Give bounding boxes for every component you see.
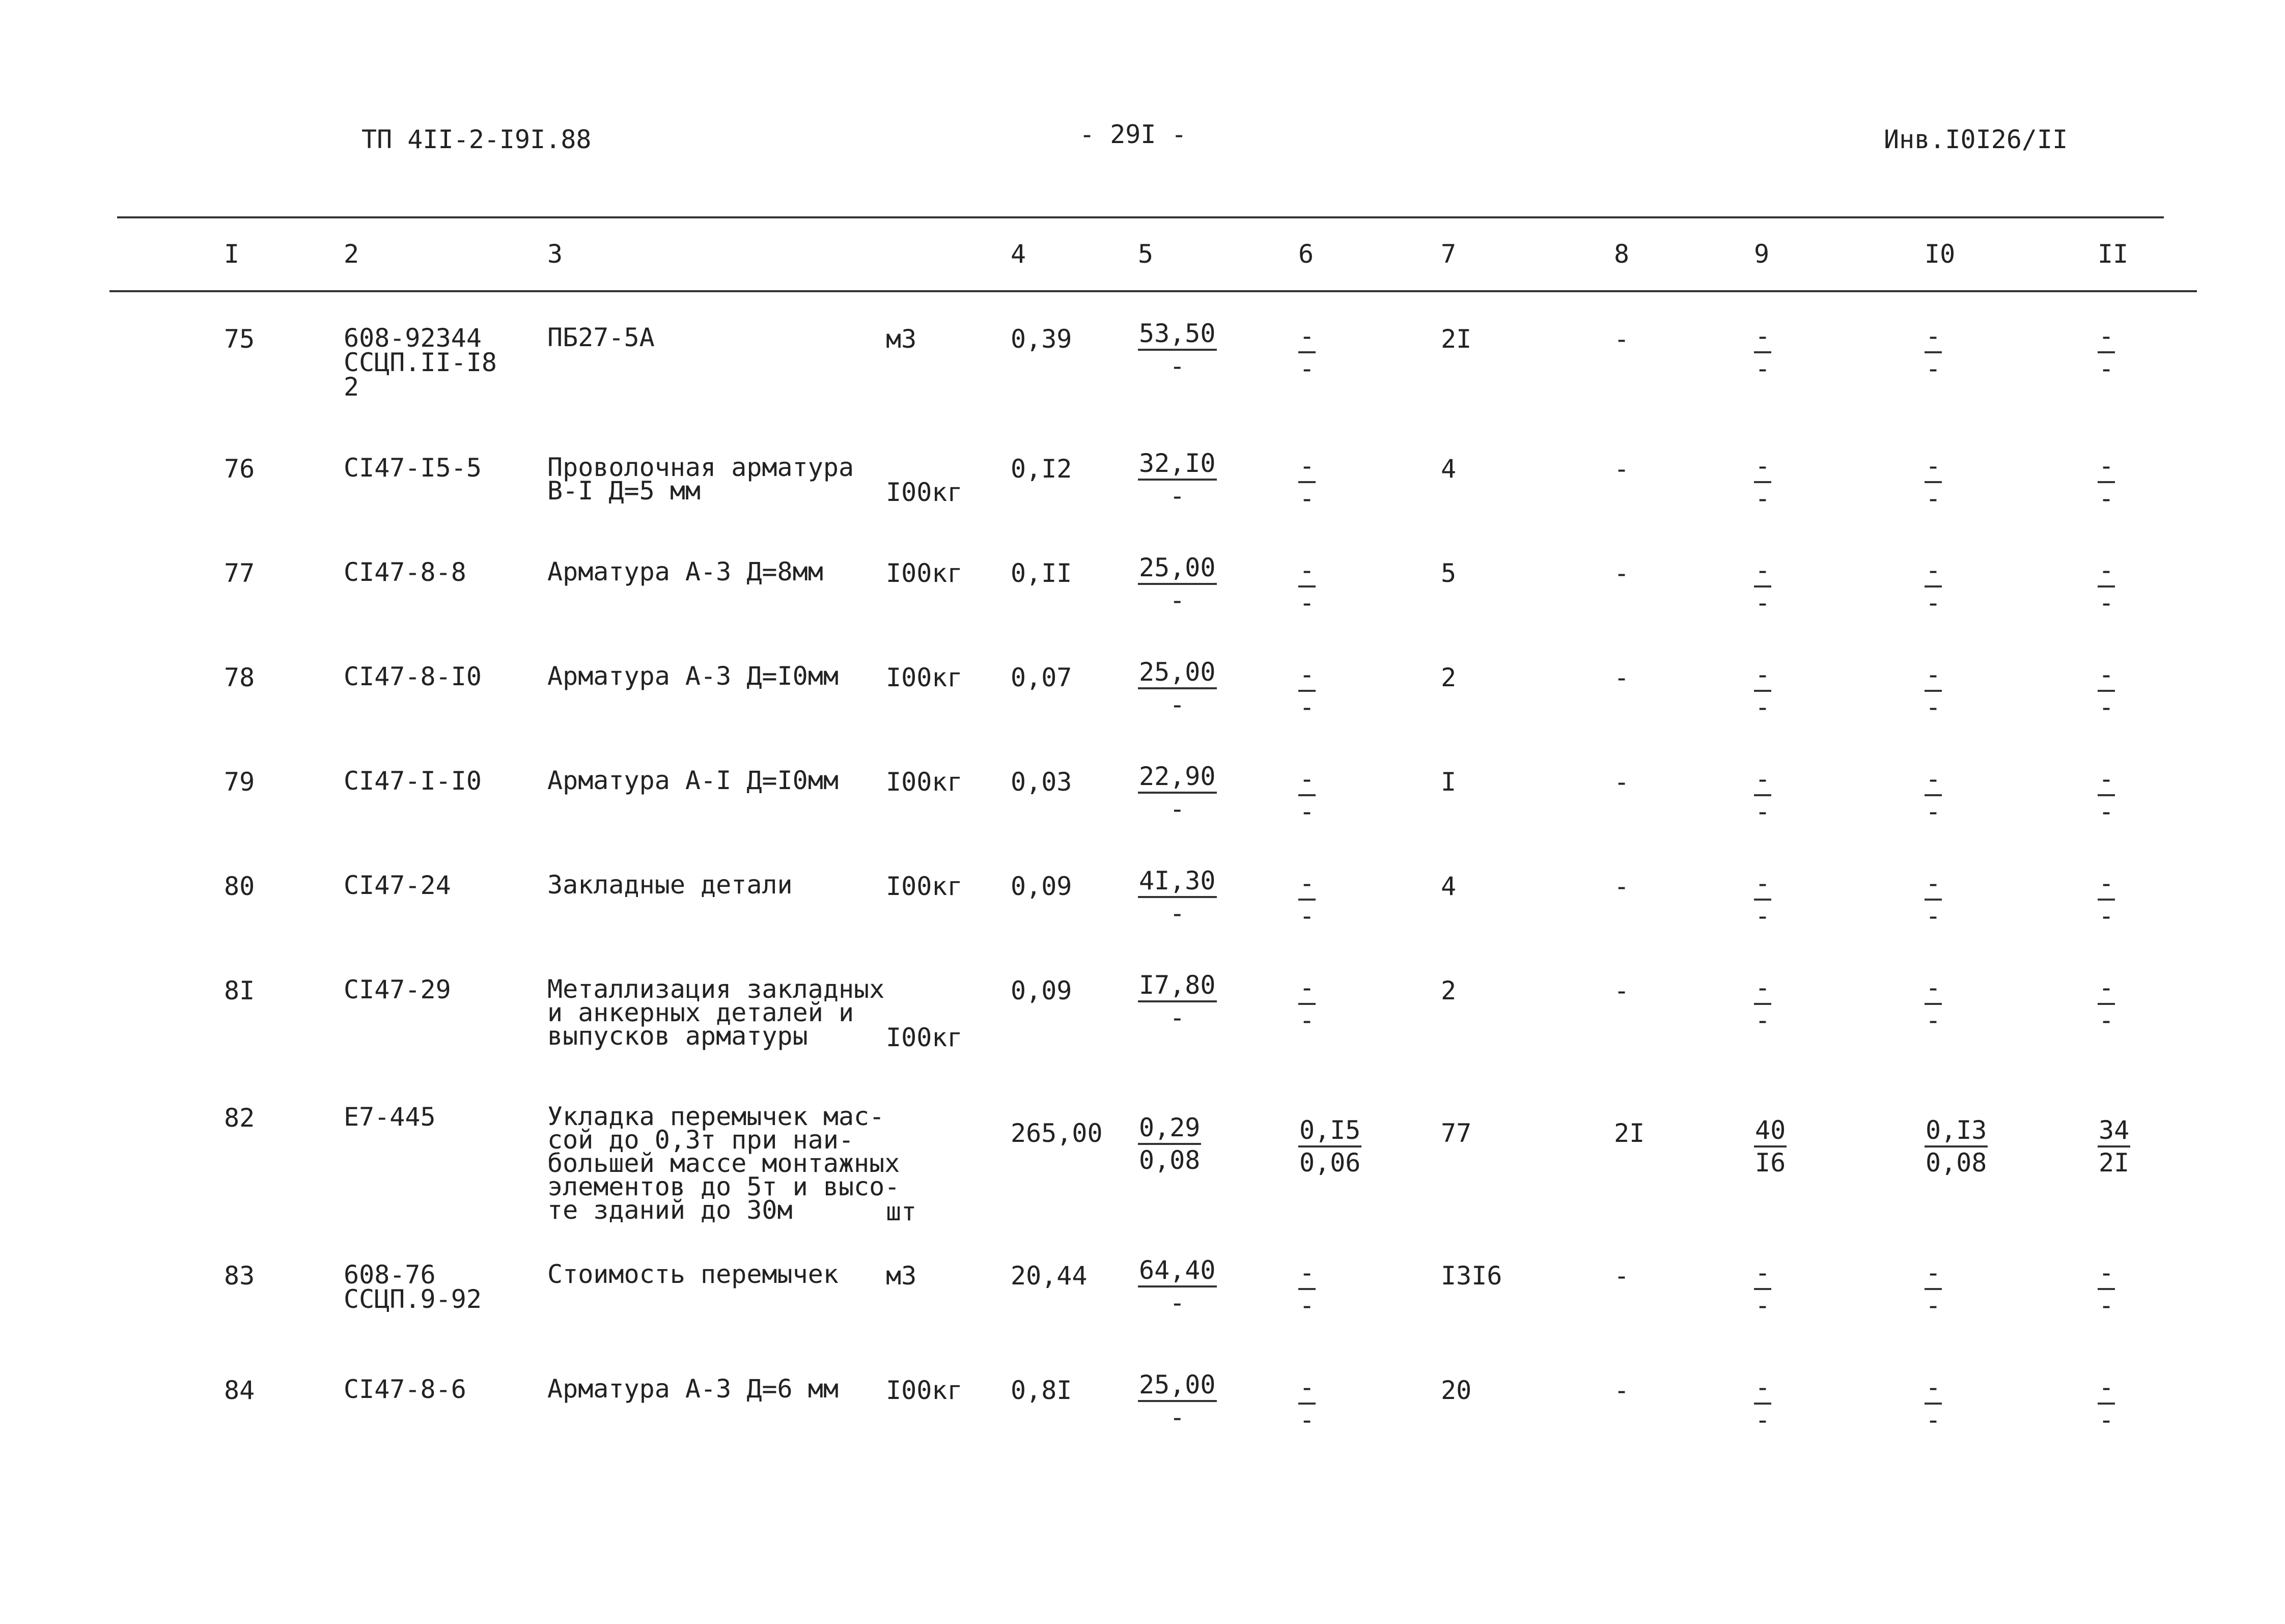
row-col6-fraction bbox=[1298, 451, 1316, 514]
row-col8: - bbox=[1614, 324, 1630, 354]
row-name: Стоимость перемычек bbox=[547, 1259, 839, 1289]
row-col7: 2I bbox=[1441, 324, 1472, 354]
row-col10-fraction-denominator: - bbox=[1926, 588, 1941, 618]
row-col9-fraction bbox=[1754, 555, 1771, 618]
row-col11-fraction bbox=[2098, 451, 2115, 514]
row-col6-fraction-numerator: - bbox=[1298, 1257, 1316, 1290]
row-col9-fraction bbox=[1754, 868, 1771, 931]
row-col6-fraction-denominator: - bbox=[1299, 1005, 1315, 1035]
row-col6-fraction-numerator: - bbox=[1298, 764, 1316, 796]
row-name: Укладка перемычек мас- сой до 0,3т при наи- большей массе монтажных элементов до 5т и высо- те зданий до 30м bbox=[547, 1102, 900, 1225]
row-col5-fraction-numerator: 22,90 bbox=[1138, 761, 1217, 794]
row-col8: - bbox=[1614, 976, 1630, 1005]
page-number: - 29I - bbox=[1079, 120, 1187, 149]
row-col11-fraction-numerator: - bbox=[2098, 1372, 2115, 1405]
row-col9-fraction-numerator: - bbox=[1754, 659, 1771, 692]
row-col5-fraction-numerator: 0,29 bbox=[1138, 1112, 1201, 1145]
row-col9-fraction-denominator: - bbox=[1755, 901, 1771, 931]
row-col7: 2 bbox=[1441, 976, 1457, 1005]
row-col7: 4 bbox=[1441, 872, 1457, 901]
row-unit: шт bbox=[886, 1197, 917, 1226]
row-col10-fraction-numerator: - bbox=[1925, 1372, 1942, 1405]
row-unit: I00кг bbox=[886, 872, 963, 901]
column-header-10: I0 bbox=[1925, 239, 1956, 269]
row-name: Металлизация закладных и анкерных деталей и выпусков арматуры bbox=[547, 974, 885, 1051]
row-col5-fraction-denominator: - bbox=[1169, 1288, 1185, 1318]
row-name: Арматура А-3 Д=I0мм bbox=[547, 661, 839, 691]
row-col5-fraction-denominator: - bbox=[1169, 690, 1185, 719]
row-quantity: 0,II bbox=[1011, 558, 1072, 588]
row-col11-fraction-denominator: - bbox=[2099, 692, 2114, 722]
row-col11-fraction-denominator: - bbox=[2099, 484, 2114, 513]
row-col11-fraction-denominator: 2I bbox=[2099, 1148, 2130, 1178]
row-col8: - bbox=[1614, 767, 1630, 797]
row-col6-fraction-numerator: - bbox=[1298, 555, 1316, 587]
row-col5-fraction-numerator: 53,50 bbox=[1138, 318, 1217, 351]
row-col11-fraction bbox=[2098, 764, 2115, 827]
column-header-7: 7 bbox=[1441, 239, 1457, 269]
column-header-5: 5 bbox=[1138, 239, 1154, 269]
row-unit: I00кг bbox=[886, 767, 963, 797]
row-col10-fraction-numerator: - bbox=[1925, 659, 1942, 692]
row-col6-fraction-denominator: - bbox=[1299, 692, 1315, 722]
row-col10-fraction-numerator: - bbox=[1925, 764, 1942, 796]
row-quantity: 0,8I bbox=[1011, 1376, 1072, 1405]
row-col5-fraction bbox=[1138, 761, 1217, 824]
row-col5-fraction bbox=[1138, 448, 1217, 511]
row-col11-fraction-numerator: 34 bbox=[2098, 1115, 2130, 1147]
doc-code: ТП 4II-2-I9I.88 bbox=[361, 125, 592, 154]
row-col10-fraction bbox=[1925, 868, 1942, 931]
row-col7: 77 bbox=[1441, 1118, 1472, 1148]
row-code: CI47-I-I0 bbox=[344, 766, 482, 796]
row-col8: 2I bbox=[1614, 1118, 1645, 1148]
row-col10-fraction bbox=[1925, 1372, 1942, 1435]
column-header-8: 8 bbox=[1614, 239, 1630, 269]
row-col5-fraction bbox=[1138, 865, 1217, 929]
row-col11-fraction bbox=[2098, 1115, 2130, 1178]
row-col5-fraction-denominator: 0,08 bbox=[1139, 1145, 1201, 1175]
row-code: Е7-445 bbox=[344, 1102, 436, 1132]
row-col10-fraction bbox=[1925, 321, 1942, 384]
row-col5-fraction bbox=[1138, 657, 1217, 720]
row-col7: I bbox=[1441, 767, 1457, 797]
row-col6-fraction bbox=[1298, 659, 1316, 722]
row-col9-fraction bbox=[1754, 972, 1771, 1035]
row-col6-fraction-denominator: - bbox=[1299, 1405, 1315, 1435]
row-col10-fraction bbox=[1925, 972, 1942, 1035]
row-col10-fraction-denominator: - bbox=[1926, 1405, 1941, 1435]
row-col10-fraction-denominator: - bbox=[1926, 484, 1941, 513]
row-col9-fraction-numerator: - bbox=[1754, 764, 1771, 796]
row-col9-fraction bbox=[1754, 1115, 1787, 1178]
row-name: Закладные детали bbox=[547, 870, 793, 900]
row-col9-fraction-denominator: - bbox=[1755, 1405, 1771, 1435]
row-col11-fraction-numerator: - bbox=[2098, 451, 2115, 483]
row-col9-fraction-numerator: 40 bbox=[1754, 1115, 1787, 1147]
row-col9-fraction-numerator: - bbox=[1754, 321, 1771, 353]
row-col11-fraction-numerator: - bbox=[2098, 868, 2115, 901]
row-code: CI47-I5-5 bbox=[344, 453, 482, 483]
header-bottom-rule bbox=[109, 290, 2197, 292]
row-col10-fraction-numerator: - bbox=[1925, 451, 1942, 483]
row-col5-fraction-numerator: 4I,30 bbox=[1138, 865, 1217, 898]
row-col8: - bbox=[1614, 454, 1630, 484]
row-col5-fraction-denominator: - bbox=[1169, 351, 1185, 381]
row-number: 80 bbox=[224, 872, 255, 901]
row-col11-fraction-denominator: - bbox=[2099, 1291, 2114, 1320]
row-col9-fraction-denominator: I6 bbox=[1755, 1148, 1786, 1178]
row-col6-fraction bbox=[1298, 972, 1316, 1035]
row-col10-fraction-denominator: - bbox=[1926, 354, 1941, 383]
row-col11-fraction-numerator: - bbox=[2098, 659, 2115, 692]
row-col10-fraction-numerator: - bbox=[1925, 1257, 1942, 1290]
row-col6-fraction-denominator: - bbox=[1299, 1291, 1315, 1320]
row-number: 83 bbox=[224, 1261, 255, 1291]
row-code: CI47-8-8 bbox=[344, 557, 466, 587]
row-col8: - bbox=[1614, 663, 1630, 692]
row-col6-fraction-denominator: - bbox=[1299, 588, 1315, 618]
row-col9-fraction-denominator: - bbox=[1755, 1005, 1771, 1035]
row-col5-fraction-numerator: 64,40 bbox=[1138, 1255, 1217, 1287]
column-header-1: I bbox=[224, 239, 240, 269]
row-quantity: 0,39 bbox=[1011, 324, 1072, 354]
row-code: CI47-8-6 bbox=[344, 1375, 466, 1404]
row-col10-fraction-numerator: - bbox=[1925, 972, 1942, 1005]
row-col6-fraction bbox=[1298, 1115, 1361, 1178]
row-col10-fraction bbox=[1925, 555, 1942, 618]
row-col11-fraction bbox=[2098, 972, 2115, 1035]
row-col11-fraction-denominator: - bbox=[2099, 588, 2114, 618]
row-col6-fraction bbox=[1298, 868, 1316, 931]
row-col11-fraction bbox=[2098, 868, 2115, 931]
row-code: 608-76 ССЦП.9-92 bbox=[344, 1260, 482, 1314]
row-col5-fraction-denominator: - bbox=[1169, 585, 1185, 615]
row-col6-fraction bbox=[1298, 1372, 1316, 1435]
row-col6-fraction-numerator: - bbox=[1298, 451, 1316, 483]
row-col10-fraction-denominator: 0,08 bbox=[1926, 1148, 1987, 1178]
row-col11-fraction-denominator: - bbox=[2099, 354, 2114, 383]
row-number: 79 bbox=[224, 767, 255, 797]
row-col11-fraction bbox=[2098, 321, 2115, 384]
column-header-4: 4 bbox=[1011, 239, 1026, 269]
row-col8: - bbox=[1614, 1376, 1630, 1405]
row-col11-fraction-denominator: - bbox=[2099, 1405, 2114, 1435]
row-col5-fraction bbox=[1138, 552, 1217, 615]
row-code: CI47-8-I0 bbox=[344, 662, 482, 691]
row-number: 76 bbox=[224, 454, 255, 484]
row-col9-fraction-numerator: - bbox=[1754, 1372, 1771, 1405]
row-col6-fraction-numerator: - bbox=[1298, 868, 1316, 901]
row-col9-fraction-numerator: - bbox=[1754, 451, 1771, 483]
row-quantity: 0,07 bbox=[1011, 663, 1072, 692]
row-col11-fraction-denominator: - bbox=[2099, 1005, 2114, 1035]
row-col7: 2 bbox=[1441, 663, 1457, 692]
row-col5-fraction-denominator: - bbox=[1169, 1403, 1185, 1432]
row-col9-fraction-numerator: - bbox=[1754, 555, 1771, 587]
row-col11-fraction bbox=[2098, 1257, 2115, 1321]
row-col5-fraction-denominator: - bbox=[1169, 481, 1185, 511]
row-col6-fraction-denominator: - bbox=[1299, 901, 1315, 931]
row-col5-fraction bbox=[1138, 1112, 1201, 1175]
row-quantity: 0,03 bbox=[1011, 767, 1072, 797]
row-col10-fraction-denominator: - bbox=[1926, 1005, 1941, 1035]
row-unit: м3 bbox=[886, 324, 917, 354]
row-col9-fraction-denominator: - bbox=[1755, 692, 1771, 722]
row-col10-fraction-numerator: - bbox=[1925, 321, 1942, 353]
row-name: Арматура А-3 Д=8мм bbox=[547, 557, 823, 586]
row-col7: 5 bbox=[1441, 558, 1457, 588]
row-col6-fraction-numerator: - bbox=[1298, 972, 1316, 1005]
row-col10-fraction-denominator: - bbox=[1926, 797, 1941, 826]
row-unit: I00кг bbox=[886, 663, 963, 692]
row-col7: 4 bbox=[1441, 454, 1457, 484]
row-col5-fraction-denominator: - bbox=[1169, 899, 1185, 928]
row-col5-fraction bbox=[1138, 1369, 1217, 1433]
row-col5-fraction-numerator: 25,00 bbox=[1138, 657, 1217, 689]
row-quantity: 265,00 bbox=[1011, 1118, 1103, 1148]
row-col9-fraction-denominator: - bbox=[1755, 588, 1771, 618]
row-col11-fraction bbox=[2098, 659, 2115, 722]
column-header-2: 2 bbox=[344, 239, 359, 269]
column-header-9: 9 bbox=[1754, 239, 1770, 269]
row-col10-fraction-denominator: - bbox=[1926, 901, 1941, 931]
row-col10-fraction-numerator: 0,I3 bbox=[1925, 1115, 1988, 1147]
row-col5-fraction bbox=[1138, 318, 1217, 381]
row-col6-fraction-numerator: - bbox=[1298, 659, 1316, 692]
row-number: 78 bbox=[224, 663, 255, 692]
row-col6-fraction bbox=[1298, 764, 1316, 827]
row-col8: - bbox=[1614, 1261, 1630, 1291]
row-col9-fraction bbox=[1754, 451, 1771, 514]
row-col10-fraction bbox=[1925, 659, 1942, 722]
row-col10-fraction bbox=[1925, 1257, 1942, 1321]
row-col6-fraction-denominator: - bbox=[1299, 797, 1315, 826]
row-col9-fraction-denominator: - bbox=[1755, 1291, 1771, 1320]
row-col10-fraction-numerator: - bbox=[1925, 555, 1942, 587]
row-col6-fraction-denominator: - bbox=[1299, 354, 1315, 383]
row-col6-fraction bbox=[1298, 1257, 1316, 1321]
row-quantity: 0,09 bbox=[1011, 976, 1072, 1005]
row-col6-fraction bbox=[1298, 321, 1316, 384]
column-header-11: II bbox=[2098, 239, 2129, 269]
inventory-number: Инв.I0I26/II bbox=[1884, 125, 2068, 154]
row-col7: 20 bbox=[1441, 1376, 1472, 1405]
row-col6-fraction-numerator: - bbox=[1298, 321, 1316, 353]
row-name: Проволочная арматура В-I Д=5 мм bbox=[547, 453, 854, 506]
row-col9-fraction-denominator: - bbox=[1755, 484, 1771, 513]
row-unit: м3 bbox=[886, 1261, 917, 1291]
row-unit: I00кг bbox=[886, 1376, 963, 1405]
row-number: 8I bbox=[224, 976, 255, 1005]
row-col9-fraction-denominator: - bbox=[1755, 797, 1771, 826]
row-quantity: 0,09 bbox=[1011, 872, 1072, 901]
row-col9-fraction bbox=[1754, 1372, 1771, 1435]
row-col10-fraction bbox=[1925, 451, 1942, 514]
row-code: CI47-29 bbox=[344, 975, 451, 1004]
row-name: ПБ27-5А bbox=[547, 323, 655, 352]
row-col5-fraction-numerator: 25,00 bbox=[1138, 552, 1217, 585]
row-col11-fraction-numerator: - bbox=[2098, 972, 2115, 1005]
row-col9-fraction bbox=[1754, 764, 1771, 827]
row-col6-fraction-denominator: - bbox=[1299, 484, 1315, 513]
row-col9-fraction-numerator: - bbox=[1754, 1257, 1771, 1290]
row-col9-fraction bbox=[1754, 659, 1771, 722]
row-col10-fraction-denominator: - bbox=[1926, 1291, 1941, 1320]
row-col5-fraction-numerator: 32,I0 bbox=[1138, 448, 1217, 481]
row-col11-fraction-numerator: - bbox=[2098, 555, 2115, 587]
row-col10-fraction-denominator: - bbox=[1926, 692, 1941, 722]
row-unit: I00кг bbox=[886, 478, 963, 507]
row-quantity: 20,44 bbox=[1011, 1261, 1088, 1291]
row-col11-fraction bbox=[2098, 555, 2115, 618]
row-col7: I3I6 bbox=[1441, 1261, 1502, 1291]
row-code: 608-92344 ССЦП.II-I8 2 bbox=[344, 323, 497, 402]
row-number: 77 bbox=[224, 558, 255, 588]
row-col11-fraction-denominator: - bbox=[2099, 901, 2114, 931]
row-col5-fraction-numerator: 25,00 bbox=[1138, 1369, 1217, 1402]
row-col11-fraction-numerator: - bbox=[2098, 321, 2115, 353]
row-unit: I00кг bbox=[886, 558, 963, 588]
row-col5-fraction-denominator: - bbox=[1169, 794, 1185, 824]
row-unit: I00кг bbox=[886, 1023, 963, 1052]
row-quantity: 0,I2 bbox=[1011, 454, 1072, 484]
row-name: Арматура А-I Д=I0мм bbox=[547, 766, 839, 795]
column-header-3: 3 bbox=[547, 239, 563, 269]
row-col11-fraction-numerator: - bbox=[2098, 764, 2115, 796]
row-code: CI47-24 bbox=[344, 871, 451, 900]
row-col6-fraction-numerator: - bbox=[1298, 1372, 1316, 1405]
row-col9-fraction bbox=[1754, 1257, 1771, 1321]
row-col6-fraction-denominator: 0,06 bbox=[1299, 1148, 1361, 1178]
row-col5-fraction bbox=[1138, 1255, 1217, 1318]
row-col11-fraction-numerator: - bbox=[2098, 1257, 2115, 1290]
row-col6-fraction bbox=[1298, 555, 1316, 618]
row-col9-fraction-denominator: - bbox=[1755, 354, 1771, 383]
row-number: 75 bbox=[224, 324, 255, 354]
row-number: 82 bbox=[224, 1103, 255, 1133]
table-top-rule bbox=[117, 216, 2164, 218]
row-col11-fraction-denominator: - bbox=[2099, 797, 2114, 826]
row-number: 84 bbox=[224, 1376, 255, 1405]
row-col9-fraction bbox=[1754, 321, 1771, 384]
row-col6-fraction-numerator: 0,I5 bbox=[1298, 1115, 1361, 1147]
row-col5-fraction bbox=[1138, 970, 1217, 1033]
row-name: Арматура А-3 Д=6 мм bbox=[547, 1374, 839, 1404]
row-col10-fraction-numerator: - bbox=[1925, 868, 1942, 901]
row-col9-fraction-numerator: - bbox=[1754, 972, 1771, 1005]
row-col5-fraction-numerator: I7,80 bbox=[1138, 970, 1217, 1002]
row-col9-fraction-numerator: - bbox=[1754, 868, 1771, 901]
row-col8: - bbox=[1614, 558, 1630, 588]
row-col10-fraction bbox=[1925, 1115, 1988, 1178]
row-col8: - bbox=[1614, 872, 1630, 901]
row-col10-fraction bbox=[1925, 764, 1942, 827]
row-col11-fraction bbox=[2098, 1372, 2115, 1435]
column-header-6: 6 bbox=[1298, 239, 1314, 269]
row-col5-fraction-denominator: - bbox=[1169, 1003, 1185, 1032]
